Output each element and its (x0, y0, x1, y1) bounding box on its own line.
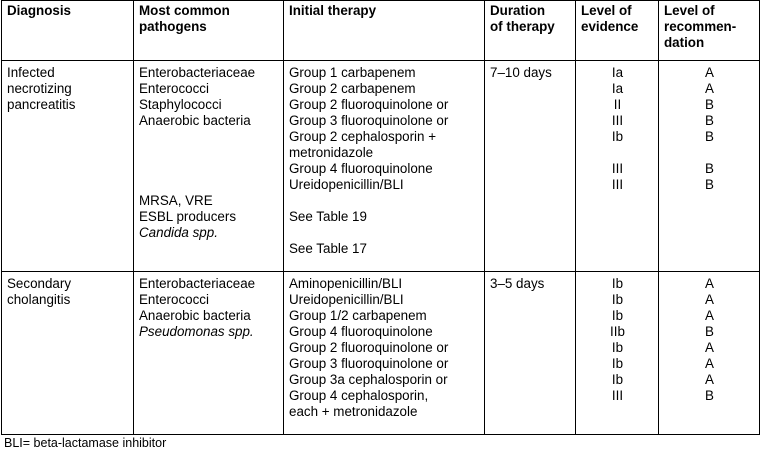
pathogens-cell: Enterobacteriaceae Enterococci Anaerobic bacteria Pseudomonas spp. (134, 272, 284, 435)
header-duration: Duration of therapy (485, 1, 576, 61)
diagnosis-cell: Secondary cholangitis (2, 272, 134, 435)
recommendation-cell: A A A B A A A B (659, 272, 760, 435)
recommendation-cell: A A B B B B B (659, 61, 760, 272)
therapy-cell: Aminopenicillin/BLI Ureidopenicillin/BLI Group 1/2 carbapenem Group 4 fluoroquinolone Group 2 fluoroquinolone or Group 3 fluoroquinolone or Group 3a cephalosporin or Group 4 cephalosporin, each + metronidazole (284, 272, 485, 435)
duration-cell: 3–5 days (485, 272, 576, 435)
therapy-cell: Group 1 carbapenem Group 2 carbapenem Group 2 fluoroquinolone or Group 3 fluoroquinolone or Group 2 cephalosporin + metronidazole Group 4 fluoroquinolone Ureidopenicillin/BLI See Table 19 See Table 17 (284, 61, 485, 272)
evidence-cell: Ia Ia II III Ib III III (576, 61, 659, 272)
header-pathogens: Most common pathogens (134, 1, 284, 61)
footnote: BLI= beta-lactamase inhibitor (4, 436, 167, 450)
evidence-cell: Ib Ib Ib IIb Ib Ib Ib III (576, 272, 659, 435)
table-row (2, 272, 760, 435)
therapy-table (1, 0, 760, 435)
header-evidence: Level of evidence (576, 1, 659, 61)
pathogens-cell: Enterobacteriaceae Enterococci Staphylococci Anaerobic bacteria MRSA, VRE ESBL producers Candida spp. (134, 61, 284, 272)
header-diagnosis: Diagnosis (2, 1, 134, 61)
duration-cell: 7–10 days (485, 61, 576, 272)
header-recommendation: Level of recommen- dation (659, 1, 760, 61)
diagnosis-cell: Infected necrotizing pancreatitis (2, 61, 134, 272)
header-row (2, 1, 760, 61)
header-therapy: Initial therapy (284, 1, 485, 61)
table-row (2, 61, 760, 272)
